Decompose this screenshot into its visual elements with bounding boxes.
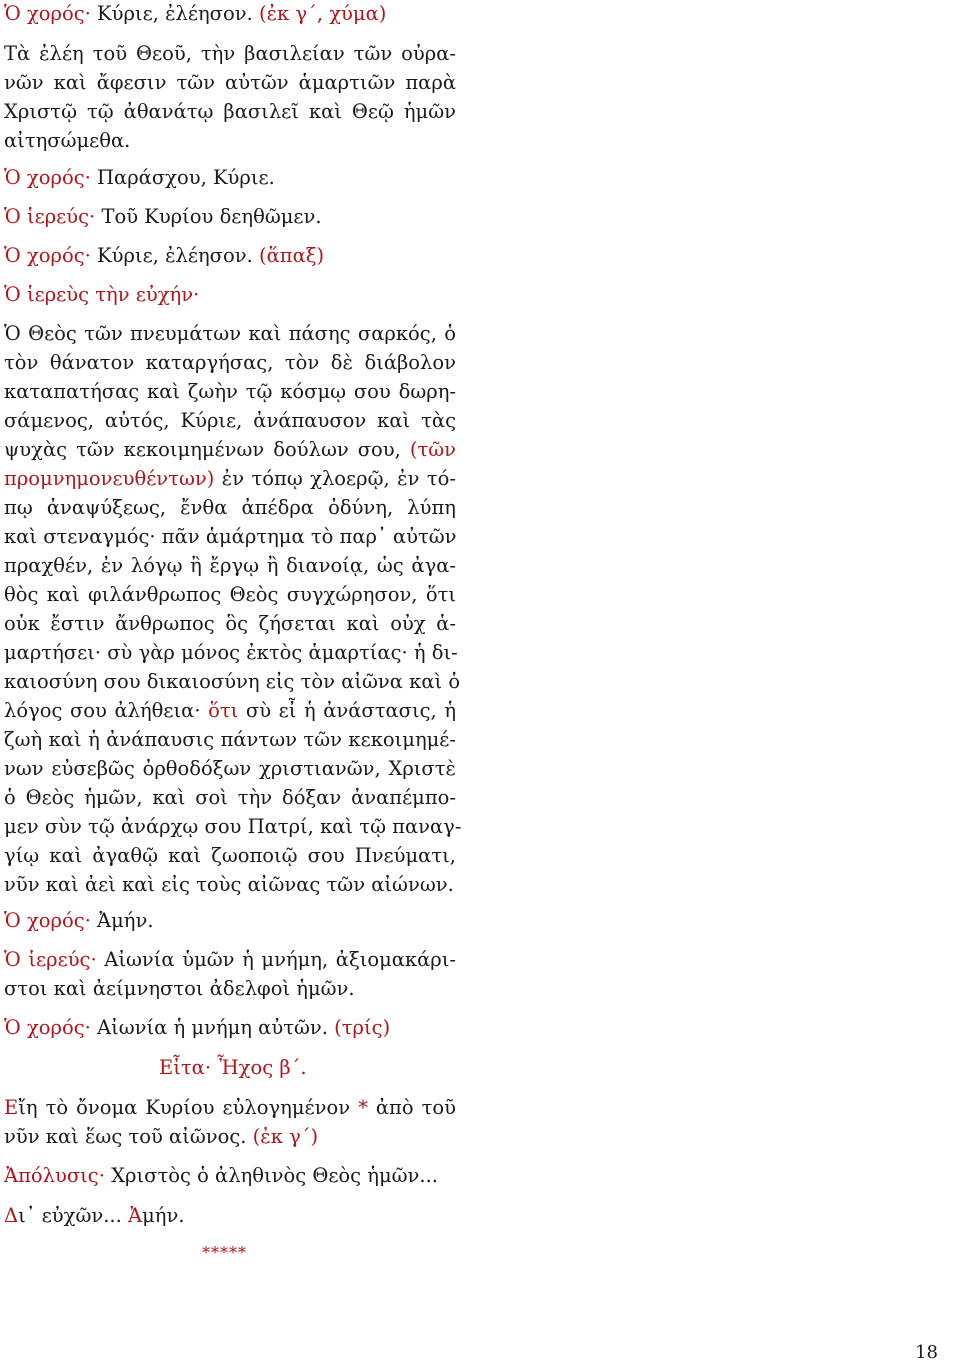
text-line: πραχθέν, ἐν λόγῳ ἢ ἔργῳ ἢ διανοίᾳ, ὡς ἀγα- bbox=[4, 554, 456, 577]
rubric-role: Ὁ χορός· bbox=[4, 166, 91, 189]
text-line: Ὁ Θεὸς τῶν πνευμάτων καὶ πάσης σαρκός, ὁ bbox=[4, 322, 456, 345]
response-text: Παράσχου, Κύριε. bbox=[90, 166, 275, 189]
text-line: νῦν καὶ ἀεὶ καὶ εἰς τοὺς αἰῶνας τῶν αἰώνων. bbox=[4, 873, 454, 896]
text-line: ζωὴ καὶ ἡ ἀνάπαυσις πάντων τῶν κεκοιμημέ- bbox=[4, 728, 456, 751]
text-line: πῳ ἀναψύξεως, ἔνθα ἀπέδρα ὀδύνη, λύπη bbox=[4, 496, 456, 519]
page-number: 18 bbox=[915, 1342, 938, 1363]
closing-line: Δι᾽ εὐχῶν... Ἀμήν. bbox=[4, 1204, 185, 1227]
drop-initial: Ἀ bbox=[128, 1204, 143, 1227]
text-line: σάμενος, αὐτός, Κύριε, ἀνάπαυσον καὶ τὰς bbox=[4, 409, 456, 432]
text-line: καὶ στεναγμός· πᾶν ἁμάρτημα τὸ παρ᾽ αὐτῶν bbox=[4, 525, 457, 548]
response-text: Αἰωνία ἡ μνήμη αὐτῶν. bbox=[90, 1016, 335, 1039]
rubric-role: Ὁ ἱερεύς· bbox=[4, 948, 97, 971]
text-line: Εἴη τὸ ὄνομα Κυρίου εὐλογημένον * ἀπὸ τοῦ bbox=[4, 1096, 456, 1119]
chorus-line-2 bbox=[4, 163, 275, 192]
priest-prayer-heading: Ὁ ἱερεὺς τὴν εὐχήν· bbox=[4, 283, 200, 306]
text-line: τὸν θάνατον καταργήσας, τὸν δὲ διάβολον bbox=[4, 351, 456, 374]
text-line: Χριστῷ τῷ ἀθανάτῳ βασιλεῖ καὶ Θεῷ ἡμῶν bbox=[4, 100, 456, 123]
text-line: καταπατήσας καὶ ζωὴν τῷ κόσμῳ σου δωρη- bbox=[4, 380, 456, 403]
rubric-role: Ὁ χορός· bbox=[4, 909, 91, 932]
text-line: λόγος σου ἀλήθεια· ὅτι σὺ εἶ ἡ ἀνάστασις, ἡ bbox=[4, 699, 457, 722]
rubric-note: (τρίς) bbox=[334, 1016, 391, 1039]
rubric-role: Ὁ χορός· bbox=[4, 2, 91, 25]
response-text: Ἀμήν. bbox=[90, 909, 154, 932]
priest-commemoration bbox=[4, 945, 456, 1003]
response-text: Χριστὸς ὁ ἀληθινὸς Θεὸς ἡμῶν... bbox=[104, 1164, 438, 1187]
text-line: προμνημονευθέντων) ἐν τόπῳ χλοερῷ, ἐν τό- bbox=[4, 467, 456, 490]
rubric-word: ὅτι bbox=[208, 699, 239, 722]
rubric-role: Ὁ χορός· bbox=[4, 244, 91, 267]
text-line: αἰτησώμεθα. bbox=[4, 129, 131, 152]
rubric-note: (ἐκ γ΄, χύμα) bbox=[258, 2, 387, 25]
text-line: ὁ Θεὸς ἡμῶν, καὶ σοὶ τὴν δόξαν ἀναπέμπο- bbox=[4, 786, 456, 809]
text-line: στοι καὶ ἀείμνηστοι ἀδελφοὶ ἡμῶν. bbox=[4, 977, 355, 1000]
asterisk-mark: * bbox=[358, 1096, 368, 1119]
blessing-paragraph bbox=[4, 1093, 456, 1151]
rubric-role: Ὁ χορός· bbox=[4, 1016, 91, 1039]
chorus-line-4 bbox=[4, 906, 154, 935]
text-line: Ὁ ἱερεύς· Αἰωνία ὑμῶν ἡ μνήμη, ἀξιομακάρι- bbox=[4, 948, 456, 971]
text-line: νῶν καὶ ἄφεσιν τῶν αὐτῶν ἁμαρτιῶν παρὰ bbox=[4, 71, 456, 94]
chorus-line-3 bbox=[4, 241, 324, 270]
rubric-note: προμνημονευθέντων) bbox=[4, 467, 215, 490]
rubric-role: Ὁ ἱερεύς· bbox=[4, 205, 96, 228]
text-line: ψυχὰς τῶν κεκοιμημένων δούλων σου, (τῶν bbox=[4, 438, 456, 461]
tone-heading: Εἶτα· Ἦχος β΄. bbox=[159, 1056, 307, 1079]
response-text: Κύριε, ἐλέησον. bbox=[90, 244, 259, 267]
chorus-line-5 bbox=[4, 1013, 390, 1042]
text-line: νων εὐσεβῶς ὀρθοδόξων χριστιανῶν, Χριστὲ bbox=[4, 757, 456, 780]
end-stars: ***** bbox=[202, 1243, 247, 1262]
text-line: θὸς καὶ φιλάνθρωπος Θεὸς συγχώρησον, ὅτι bbox=[4, 583, 456, 606]
rubric-note: (ἐκ γ΄) bbox=[252, 1125, 319, 1148]
text-line: Τὰ ἐλέη τοῦ Θεοῦ, τὴν βασιλείαν τῶν οὐρα- bbox=[4, 42, 456, 65]
drop-initial: Ε bbox=[4, 1096, 19, 1119]
dismissal-line bbox=[4, 1161, 438, 1190]
response-text: Τοῦ Κυρίου δεηθῶμεν. bbox=[95, 205, 322, 228]
priest-line-1 bbox=[4, 202, 322, 231]
response-text: Κύριε, ἐλέησον. bbox=[90, 2, 259, 25]
chorus-line-1 bbox=[4, 0, 386, 28]
petition-paragraph bbox=[4, 39, 456, 155]
text-line: μεν σὺν τῷ ἀνάρχῳ σου Πατρί, καὶ τῷ παναγ- bbox=[4, 815, 462, 838]
rubric-role: Ἀπόλυσις· bbox=[4, 1164, 105, 1187]
text-line: μαρτήσει· σὺ γὰρ μόνος ἐκτὸς ἁμαρτίας· ἡ δι- bbox=[4, 641, 458, 664]
text-line: καιοσύνη σου δικαιοσύνη εἰς τὸν αἰῶνα καὶ ὁ bbox=[4, 670, 461, 693]
text-line: γίῳ καὶ ἀγαθῷ καὶ ζωοποιῷ σου Πνεύματι, bbox=[4, 844, 456, 867]
drop-initial: Δ bbox=[4, 1204, 19, 1227]
rubric-note: (τῶν bbox=[409, 438, 456, 461]
text-line: νῦν καὶ ἕως τοῦ αἰῶνος. (ἐκ γ΄) bbox=[4, 1125, 319, 1148]
prayer-paragraph bbox=[4, 319, 462, 899]
text-line: οὐκ ἔστιν ἄνθρωπος ὃς ζήσεται καὶ οὐχ ἁ- bbox=[4, 612, 456, 635]
rubric-note: (ἅπαξ) bbox=[258, 244, 325, 267]
